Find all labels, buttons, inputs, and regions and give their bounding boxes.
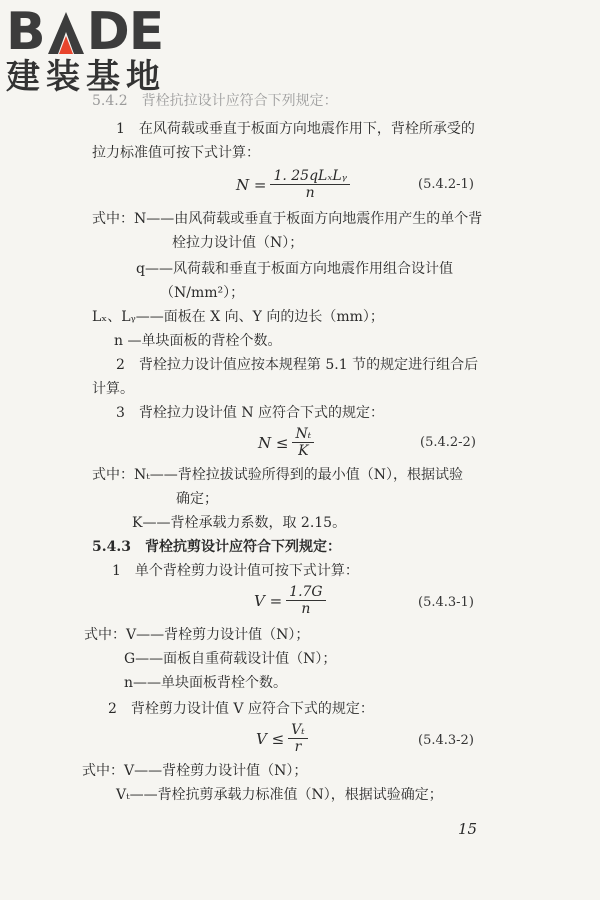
definition-line: n——单块面板背栓个数。: [124, 675, 288, 691]
paragraph-line: 拉力标准值可按下式计算：: [92, 145, 260, 161]
paragraph-line: 2 背栓剪力设计值 V 应符合下式的规定：: [108, 701, 374, 717]
equation-fraction: [270, 168, 349, 201]
definition-line: 式中：Nₜ——背栓拉拔试验所得到的最小值（N），根据试验: [92, 467, 463, 483]
logo-letter-b: B: [6, 2, 45, 62]
equation-lhs: N ≤: [258, 433, 289, 452]
fraction-numerator: Vₜ: [288, 722, 308, 739]
definition-line: （N/mm²）；: [160, 285, 245, 301]
definition-line: 式中：V——背栓剪力设计值（N）；: [82, 763, 308, 779]
fraction-denominator: n: [301, 601, 311, 617]
equation-5-4-3-2: [256, 722, 308, 755]
paragraph-line: 2 背栓拉力设计值应按本规程第 5.1 节的规定进行组合后: [116, 357, 479, 373]
section-heading-543: 5.4.3 背栓抗剪设计应符合下列规定：: [92, 539, 341, 555]
logo-subtitle: 建装基地: [6, 57, 166, 97]
equation-lhs: V ≤: [256, 729, 285, 748]
logo-a-mark-icon: [46, 10, 86, 54]
fraction-denominator: K: [298, 443, 309, 459]
definition-line: n —单块面板的背栓个数。: [114, 333, 282, 349]
paragraph-line: 3 背栓拉力设计值 N 应符合下式的规定：: [116, 405, 385, 421]
equation-label: (5.4.3-2): [418, 733, 474, 748]
definition-line: 确定；: [176, 491, 218, 507]
definition-line: Vₜ——背栓抗剪承载力标准值（N），根据试验确定；: [116, 787, 443, 803]
equation-5-4-3-1: [254, 584, 326, 617]
definition-line: 栓拉力设计值（N）；: [172, 235, 304, 251]
logo-wordmark: [6, 4, 176, 60]
fraction-numerator: Nₜ: [292, 426, 314, 443]
definition-line: 式中：V——背栓剪力设计值（N）；: [84, 627, 310, 643]
section-heading-542: 5.4.2 背栓抗拉设计应符合下列规定：: [92, 93, 338, 109]
equation-5-4-2-1: [236, 168, 350, 201]
fraction-numerator: 1. 25qLₓLᵧ: [270, 168, 349, 185]
fraction-denominator: r: [294, 739, 302, 755]
paragraph-line: 1 单个背栓剪力设计值可按下式计算：: [112, 563, 359, 579]
definition-line: Lₓ、Lᵧ——面板在 X 向、Y 向的边长（mm）；: [92, 309, 384, 325]
equation-lhs: N =: [236, 175, 267, 194]
equation-lhs: V =: [254, 591, 283, 610]
equation-label: (5.4.2-1): [418, 177, 474, 192]
equation-label: (5.4.2-2): [420, 435, 476, 450]
definition-line: K——背栓承载力系数，取 2.15。: [132, 515, 347, 531]
equation-5-4-2-2: [258, 426, 314, 459]
definition-line: q——风荷载和垂直于板面方向地震作用组合设计值: [136, 261, 453, 277]
paragraph-line: 1 在风荷载或垂直于板面方向地震作用下，背栓所承受的: [116, 121, 475, 137]
bade-logo: [6, 4, 176, 96]
equation-fraction: [288, 722, 308, 755]
page-number: 15: [458, 820, 478, 838]
equation-fraction: [286, 584, 325, 617]
definition-line: G——面板自重荷载设计值（N）；: [124, 651, 337, 667]
fraction-numerator: 1.7G: [286, 584, 325, 601]
paragraph-line: 计算。: [92, 381, 134, 397]
logo-letters-de: DE: [86, 2, 164, 62]
fraction-denominator: n: [305, 185, 315, 201]
definition-line: 式中：N——由风荷载或垂直于板面方向地震作用产生的单个背: [92, 211, 483, 227]
equation-label: (5.4.3-1): [418, 595, 474, 610]
equation-fraction: [292, 426, 314, 459]
